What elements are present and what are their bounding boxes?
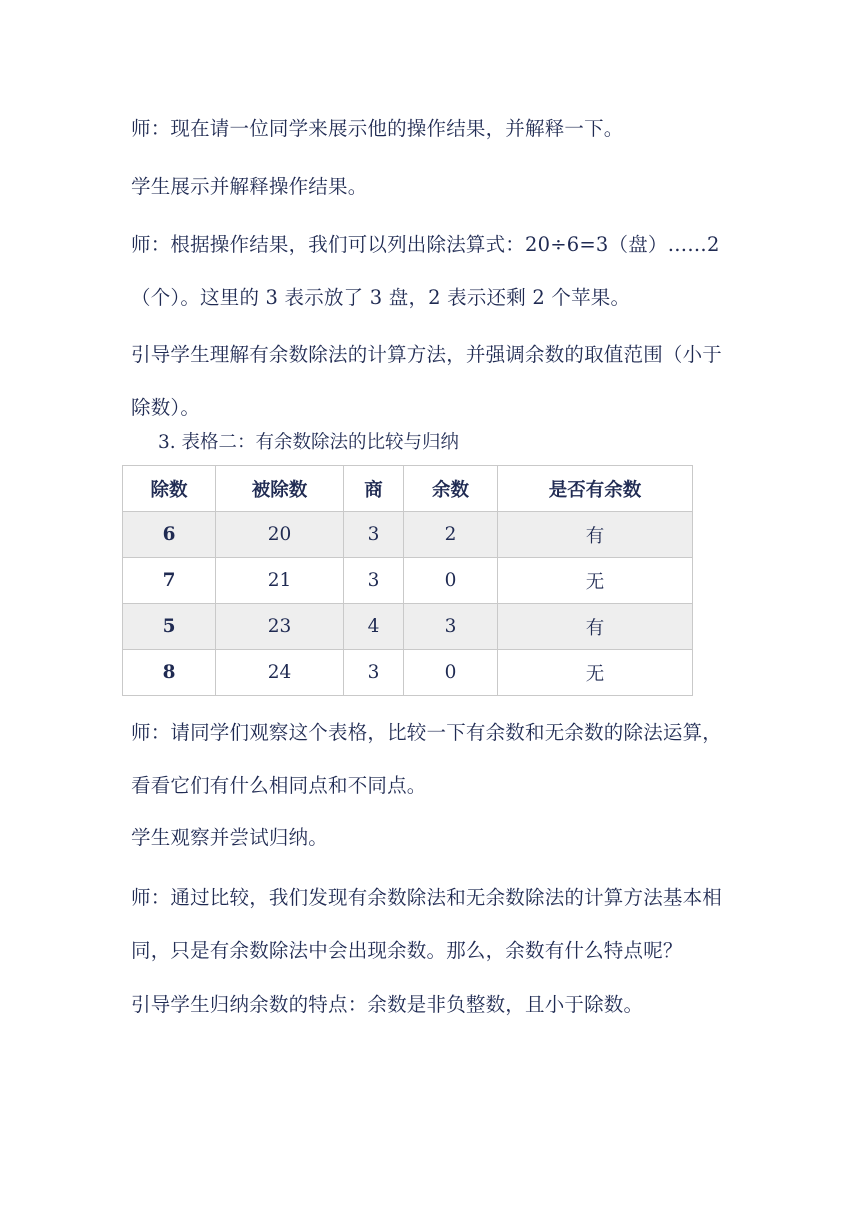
table-caption: 3. 表格二：有余数除法的比较与归纳 <box>158 432 460 453</box>
cell-quotient: 3 <box>344 512 404 558</box>
cell-remainder: 2 <box>404 512 498 558</box>
table-row <box>123 512 693 558</box>
table-row <box>123 558 693 604</box>
cell-divisor: 7 <box>123 558 216 604</box>
cell-quotient: 4 <box>344 604 404 650</box>
paragraph-teacher-observe: 师：请同学们观察这个表格，比较一下有余数和无余数的除法运算，看看它们有什么相同点和不同点。 <box>131 721 723 797</box>
cell-has-remainder: 无 <box>498 650 693 696</box>
table-row <box>123 650 693 696</box>
cell-dividend: 23 <box>216 604 344 650</box>
header-dividend: 被除数 <box>216 466 344 512</box>
cell-quotient: 3 <box>344 558 404 604</box>
cell-remainder: 0 <box>404 558 498 604</box>
comparison-table <box>122 465 693 696</box>
paragraph-teacher-compare: 师：通过比较，我们发现有余数除法和无余数除法的计算方法基本相同，只是有余数除法中会出现余数。那么，余数有什么特点呢？ <box>131 886 723 962</box>
cell-divisor: 5 <box>123 604 216 650</box>
cell-divisor: 8 <box>123 650 216 696</box>
cell-quotient: 3 <box>344 650 404 696</box>
paragraph-student-observe: 学生观察并尝试归纳。 <box>131 826 329 849</box>
paragraph-student-show: 学生展示并解释操作结果。 <box>131 175 368 198</box>
cell-dividend: 20 <box>216 512 344 558</box>
paragraph-teacher-equation: 师：根据操作结果，我们可以列出除法算式：20÷6=3（盘）……2（个）。这里的 3 表示放了 3 盘，2 表示还剩 2 个苹果。 <box>131 233 720 309</box>
cell-dividend: 24 <box>216 650 344 696</box>
table-header-row <box>123 466 693 512</box>
table-row <box>123 604 693 650</box>
header-divisor: 除数 <box>123 466 216 512</box>
cell-remainder: 3 <box>404 604 498 650</box>
header-remainder: 余数 <box>404 466 498 512</box>
cell-divisor: 6 <box>123 512 216 558</box>
cell-dividend: 21 <box>216 558 344 604</box>
cell-has-remainder: 有 <box>498 604 693 650</box>
cell-has-remainder: 无 <box>498 558 693 604</box>
paragraph-teacher-show: 师：现在请一位同学来展示他的操作结果，并解释一下。 <box>131 117 624 140</box>
paragraph-guide-summary: 引导学生归纳余数的特点：余数是非负整数，且小于除数。 <box>131 993 644 1016</box>
header-has-remainder: 是否有余数 <box>498 466 693 512</box>
cell-has-remainder: 有 <box>498 512 693 558</box>
cell-remainder: 0 <box>404 650 498 696</box>
header-quotient: 商 <box>344 466 404 512</box>
paragraph-guide-method: 引导学生理解有余数除法的计算方法，并强调余数的取值范围（小于除数）。 <box>131 343 723 419</box>
